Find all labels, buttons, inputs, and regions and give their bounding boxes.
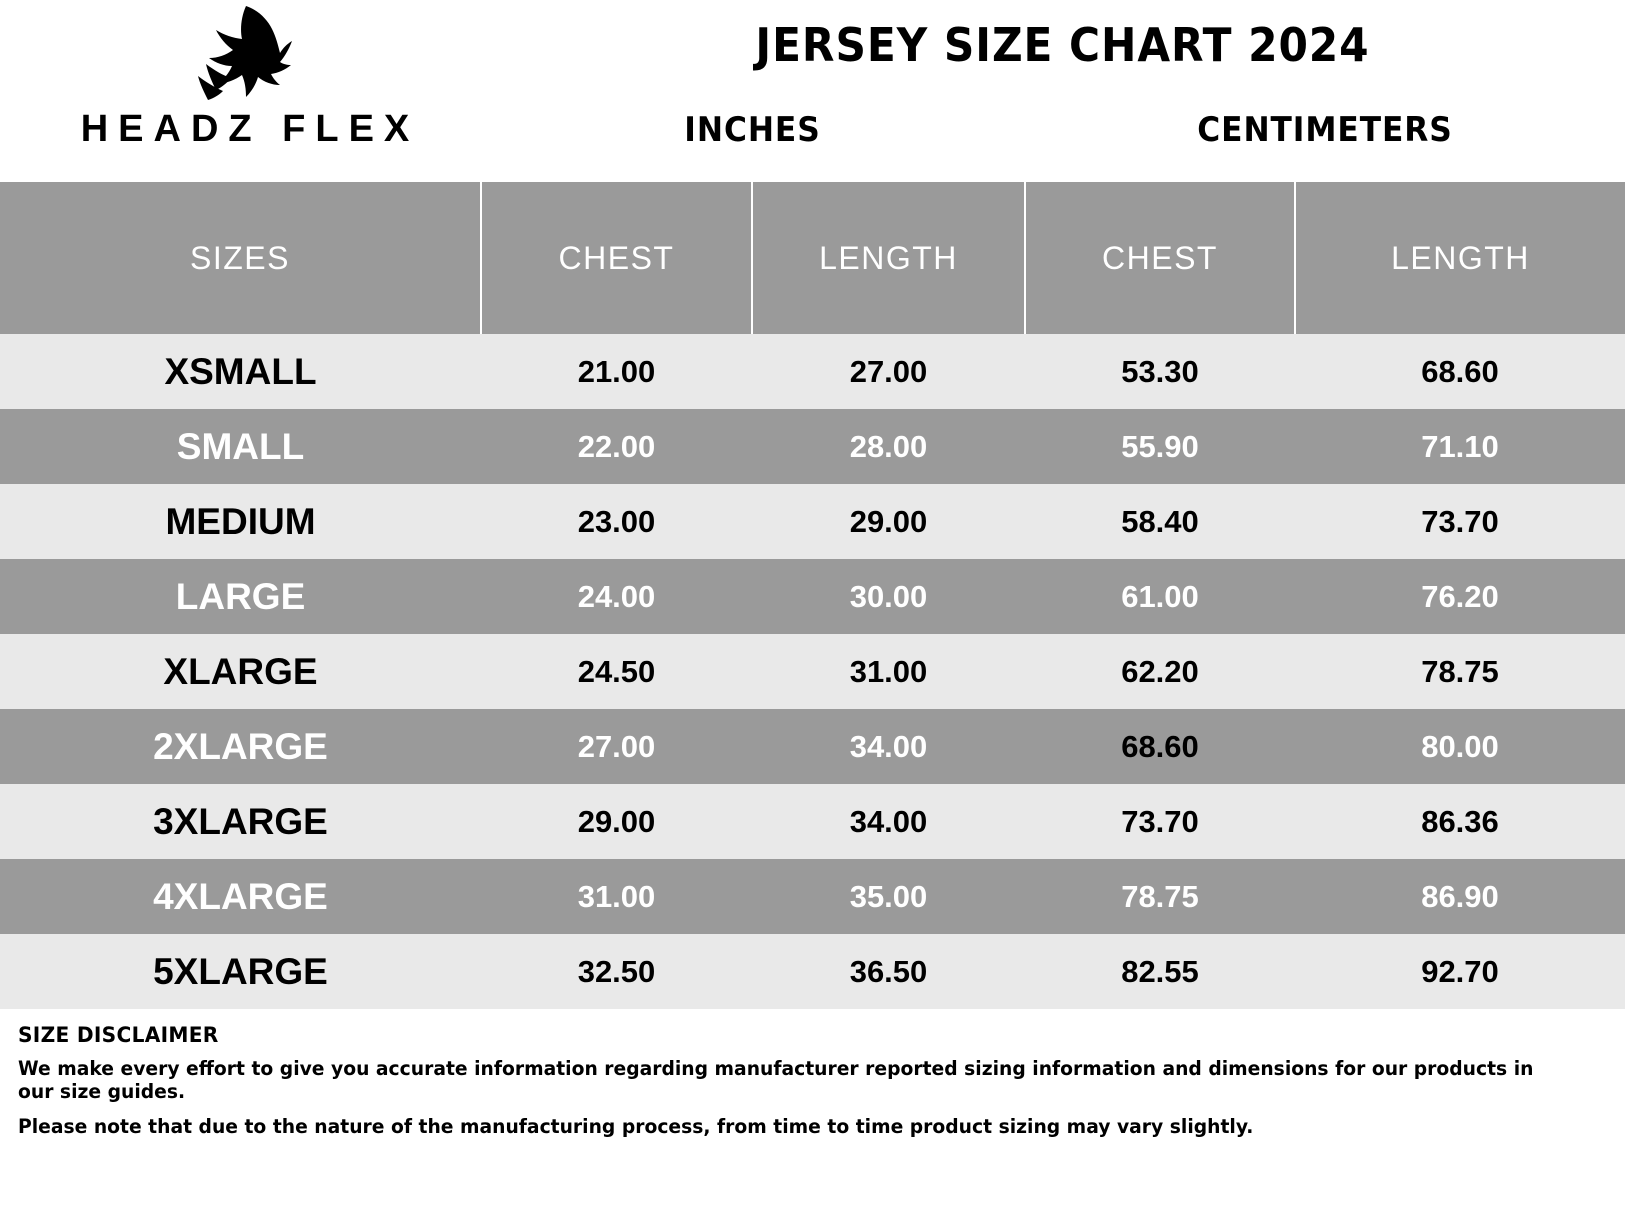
table-row bbox=[0, 334, 1625, 409]
cell-cm-length: 80.00 bbox=[1421, 728, 1499, 764]
cell-cm-chest: 82.55 bbox=[1121, 953, 1199, 989]
cell-inches-length: 34.00 bbox=[849, 803, 928, 839]
cell-size: 5XLARGE bbox=[153, 950, 328, 992]
cell-cm-chest: 78.75 bbox=[1121, 878, 1199, 914]
eagle-head-icon bbox=[188, 4, 298, 102]
cell-cm-length: 71.10 bbox=[1421, 428, 1499, 464]
table-row bbox=[0, 634, 1625, 709]
table-row bbox=[0, 784, 1625, 859]
cell-cm-length: 86.90 bbox=[1421, 878, 1499, 914]
cell-inches-length: 36.50 bbox=[849, 953, 928, 989]
cell-cm-chest: 61.00 bbox=[1121, 578, 1199, 614]
cell-size: XSMALL bbox=[164, 350, 317, 392]
table-row bbox=[0, 859, 1625, 934]
cell-cm-length: 68.60 bbox=[1421, 353, 1499, 389]
table-row bbox=[0, 709, 1625, 784]
cell-cm-length: 78.75 bbox=[1421, 653, 1499, 689]
brand-block bbox=[0, 0, 500, 182]
cell-size: LARGE bbox=[175, 575, 306, 617]
cell-cm-length: 86.36 bbox=[1421, 803, 1499, 839]
cell-size: SMALL bbox=[176, 425, 305, 467]
cell-inches-chest: 24.00 bbox=[577, 578, 656, 614]
cell-cm-chest: 73.70 bbox=[1121, 803, 1199, 839]
cell-size: 2XLARGE bbox=[153, 725, 328, 767]
cell-inches-length: 30.00 bbox=[849, 578, 928, 614]
chart-header bbox=[0, 0, 1625, 182]
cell-inches-chest: 24.50 bbox=[577, 653, 656, 689]
brand-name: HEADZ FLEX bbox=[80, 108, 420, 150]
cell-inches-chest: 21.00 bbox=[577, 353, 656, 389]
unit-header-centimeters: CENTIMETERS bbox=[1197, 110, 1453, 150]
table-body bbox=[0, 334, 1625, 1009]
column-header-sizes: SIZES bbox=[0, 182, 481, 334]
cell-size: 4XLARGE bbox=[153, 875, 328, 917]
cell-inches-chest: 31.00 bbox=[577, 878, 656, 914]
table-header-row bbox=[0, 182, 1625, 334]
cell-cm-length: 92.70 bbox=[1421, 953, 1499, 989]
cell-inches-chest: 27.00 bbox=[577, 728, 656, 764]
cell-cm-chest: 58.40 bbox=[1121, 503, 1199, 539]
cell-inches-length: 31.00 bbox=[849, 653, 928, 689]
cell-inches-length: 27.00 bbox=[849, 353, 928, 389]
size-chart-table bbox=[0, 182, 1625, 1009]
page-title: JERSEY SIZE CHART 2024 bbox=[755, 18, 1370, 72]
unit-header-inches: INCHES bbox=[684, 110, 821, 150]
column-header-inches-chest: CHEST bbox=[481, 182, 752, 334]
cell-cm-chest: 53.30 bbox=[1121, 353, 1199, 389]
table-row bbox=[0, 409, 1625, 484]
disclaimer-line-2: Please note that due to the nature of the manufacturing process, from time to time product sizing may vary slightly. bbox=[18, 1115, 1254, 1138]
column-header-cm-chest: CHEST bbox=[1025, 182, 1295, 334]
cell-cm-length: 73.70 bbox=[1421, 503, 1499, 539]
cell-cm-chest: 62.20 bbox=[1121, 653, 1199, 689]
cell-inches-length: 35.00 bbox=[849, 878, 928, 914]
size-disclaimer bbox=[0, 1009, 1625, 1138]
column-header-inches-length: LENGTH bbox=[752, 182, 1025, 334]
table-row bbox=[0, 934, 1625, 1009]
cell-inches-length: 34.00 bbox=[849, 728, 928, 764]
table-row bbox=[0, 484, 1625, 559]
cell-cm-length: 76.20 bbox=[1421, 578, 1499, 614]
cell-inches-chest: 22.00 bbox=[577, 428, 656, 464]
cell-inches-chest: 29.00 bbox=[577, 803, 656, 839]
cell-inches-chest: 23.00 bbox=[577, 503, 656, 539]
cell-inches-chest: 32.50 bbox=[577, 953, 656, 989]
cell-size: 3XLARGE bbox=[153, 800, 328, 842]
cell-cm-chest: 55.90 bbox=[1121, 428, 1199, 464]
column-header-cm-length: LENGTH bbox=[1295, 182, 1625, 334]
cell-size: XLARGE bbox=[163, 650, 318, 692]
disclaimer-line-1: We make every effort to give you accurate information regarding manufacturer reported sizing information and dimensions for our products in our size guides. bbox=[18, 1057, 1534, 1103]
cell-inches-length: 28.00 bbox=[849, 428, 928, 464]
table-header bbox=[0, 182, 1625, 334]
cell-cm-chest: 68.60 bbox=[1121, 728, 1199, 764]
table-row bbox=[0, 559, 1625, 634]
cell-size: MEDIUM bbox=[165, 500, 316, 542]
disclaimer-title: SIZE DISCLAIMER bbox=[18, 1023, 219, 1047]
cell-inches-length: 29.00 bbox=[849, 503, 928, 539]
